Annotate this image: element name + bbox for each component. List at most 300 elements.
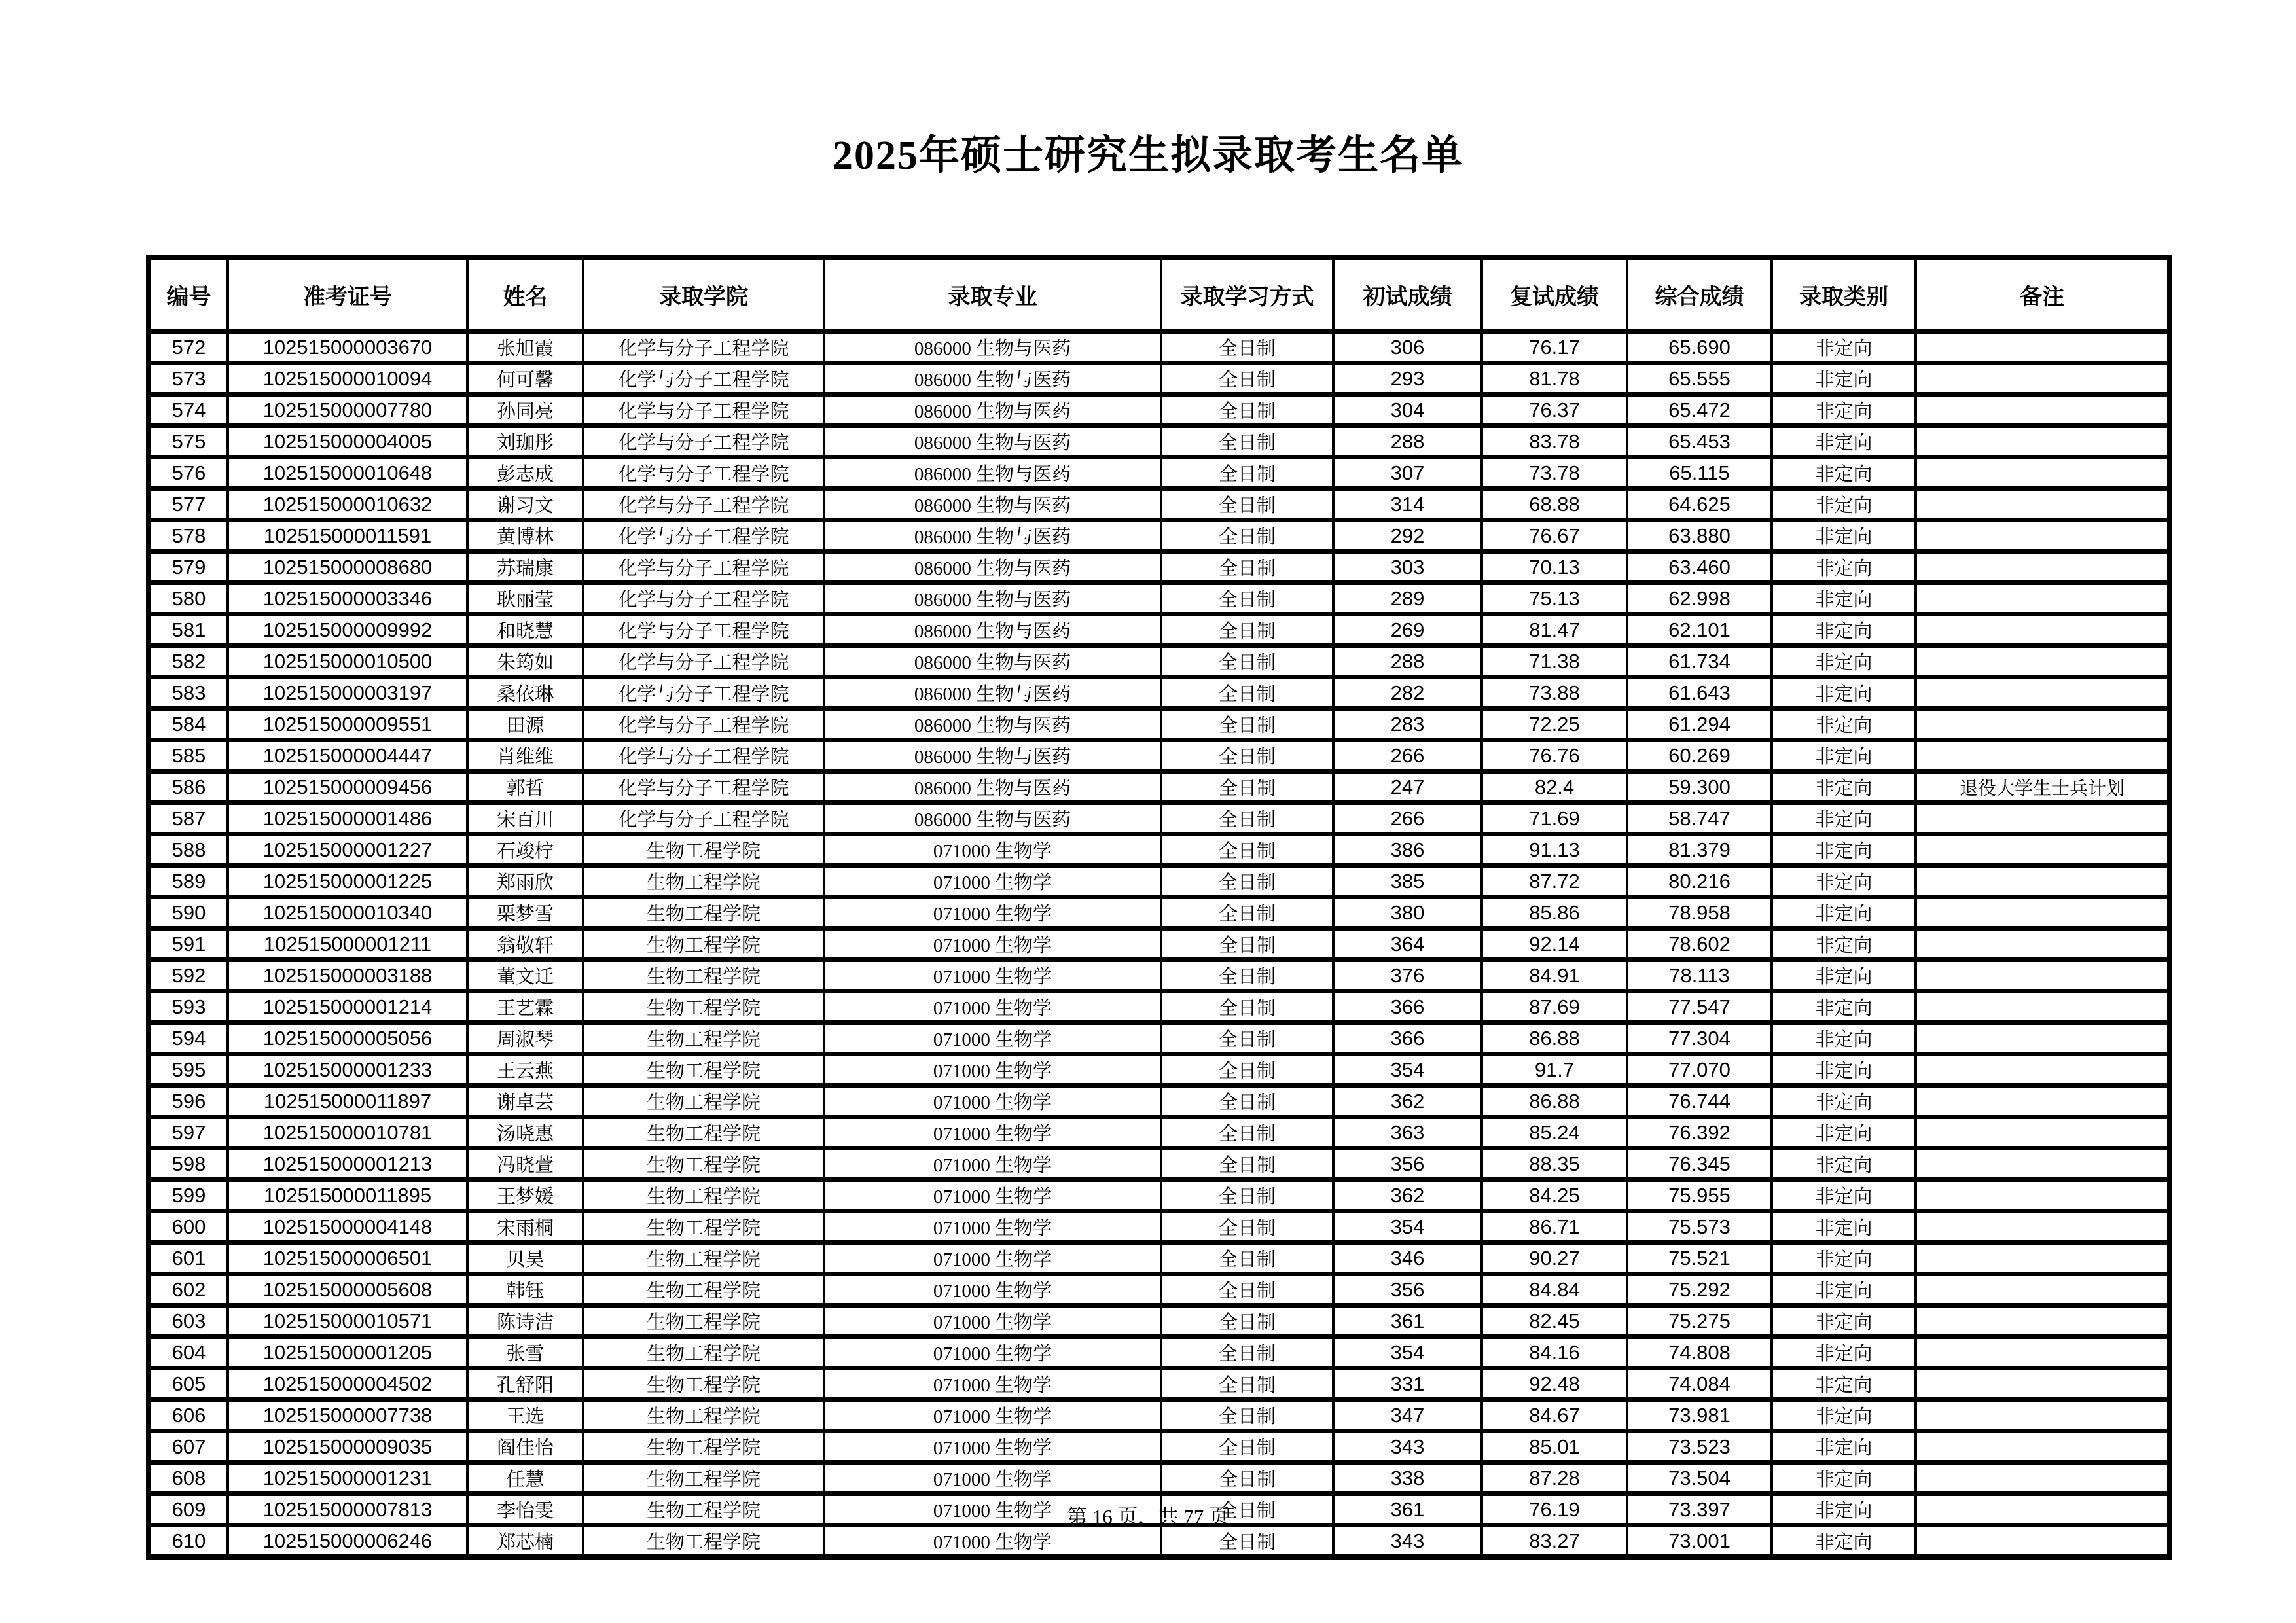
table-cell: 293 <box>1333 363 1482 395</box>
table-cell: 汤晓惠 <box>467 1117 583 1149</box>
table-cell: 郑芯楠 <box>467 1525 583 1558</box>
table-cell: 086000 生物与医药 <box>824 646 1161 677</box>
table-cell: 张旭霞 <box>467 331 583 363</box>
table-row <box>149 1054 2170 1086</box>
table-cell: 102515000011591 <box>228 520 467 552</box>
table-cell: 84.91 <box>1482 960 1627 991</box>
table-cell: 102515000008680 <box>228 552 467 583</box>
table-cell: 肖维维 <box>467 740 583 772</box>
table-cell <box>1916 552 2170 583</box>
table-cell: 非定向 <box>1772 363 1916 395</box>
table-cell: 592 <box>149 960 228 991</box>
table-cell: 郑雨欣 <box>467 866 583 897</box>
table-cell: 88.35 <box>1482 1149 1627 1180</box>
table-row <box>149 1023 2170 1054</box>
table-cell: 非定向 <box>1772 677 1916 709</box>
table-cell: 086000 生物与医药 <box>824 331 1161 363</box>
table-cell <box>1916 646 2170 677</box>
table-cell: 071000 生物学 <box>824 1337 1161 1368</box>
table-cell: 71.69 <box>1482 803 1627 834</box>
table-cell: 生物工程学院 <box>583 1431 824 1463</box>
table-cell: 283 <box>1333 709 1482 740</box>
table-cell: 非定向 <box>1772 1431 1916 1463</box>
table-row <box>149 331 2170 363</box>
table-cell: 76.17 <box>1482 331 1627 363</box>
table-cell: 非定向 <box>1772 1463 1916 1494</box>
table-cell: 102515000001231 <box>228 1463 467 1494</box>
table-cell: 刘珈彤 <box>467 426 583 457</box>
table-cell <box>1916 457 2170 489</box>
table-cell: 75.275 <box>1627 1306 1772 1337</box>
table-cell: 生物工程学院 <box>583 1274 824 1306</box>
table-cell <box>1916 583 2170 615</box>
table-cell: 全日制 <box>1161 552 1333 583</box>
table-cell: 生物工程学院 <box>583 1494 824 1525</box>
table-cell: 74.084 <box>1627 1368 1772 1400</box>
table-cell: 全日制 <box>1161 772 1333 803</box>
table-cell: 73.504 <box>1627 1463 1772 1494</box>
table-cell: 58.747 <box>1627 803 1772 834</box>
table-cell: 陈诗洁 <box>467 1306 583 1337</box>
table-cell: 92.48 <box>1482 1368 1627 1400</box>
table-row <box>149 772 2170 803</box>
table-cell: 栗梦雪 <box>467 897 583 929</box>
table-cell: 65.555 <box>1627 363 1772 395</box>
table-cell: 102515000010340 <box>228 897 467 929</box>
table-cell: 086000 生物与医药 <box>824 520 1161 552</box>
table-cell: 75.573 <box>1627 1211 1772 1243</box>
table-cell: 非定向 <box>1772 1086 1916 1117</box>
table-cell: 全日制 <box>1161 1274 1333 1306</box>
results-table <box>146 255 2172 1560</box>
table-cell: 阎佳怡 <box>467 1431 583 1463</box>
table-cell: 生物工程学院 <box>583 834 824 866</box>
table-cell: 全日制 <box>1161 646 1333 677</box>
table-row <box>149 552 2170 583</box>
table-cell: 何可馨 <box>467 363 583 395</box>
table-cell: 全日制 <box>1161 1086 1333 1117</box>
table-cell: 化学与分子工程学院 <box>583 709 824 740</box>
table-cell: 338 <box>1333 1463 1482 1494</box>
table-cell: 603 <box>149 1306 228 1337</box>
header-cell: 录取学院 <box>583 258 824 331</box>
table-cell: 306 <box>1333 331 1482 363</box>
table-cell: 生物工程学院 <box>583 960 824 991</box>
table-cell: 76.37 <box>1482 395 1627 426</box>
table-cell: 87.69 <box>1482 991 1627 1023</box>
table-cell: 60.269 <box>1627 740 1772 772</box>
table-cell <box>1916 1274 2170 1306</box>
table-cell: 102515000011897 <box>228 1086 467 1117</box>
table-cell: 76.345 <box>1627 1149 1772 1180</box>
table-cell: 非定向 <box>1772 646 1916 677</box>
table-cell: 全日制 <box>1161 1211 1333 1243</box>
table-cell: 87.72 <box>1482 866 1627 897</box>
table-cell: 全日制 <box>1161 709 1333 740</box>
table-cell: 化学与分子工程学院 <box>583 677 824 709</box>
table-cell: 王云燕 <box>467 1054 583 1086</box>
table-cell: 574 <box>149 395 228 426</box>
table-cell: 非定向 <box>1772 489 1916 520</box>
table-cell: 086000 生物与医药 <box>824 615 1161 646</box>
table-cell: 63.880 <box>1627 520 1772 552</box>
table-cell: 598 <box>149 1149 228 1180</box>
table-cell: 071000 生物学 <box>824 1054 1161 1086</box>
header-cell: 编号 <box>149 258 228 331</box>
table-cell: 102515000001211 <box>228 929 467 960</box>
table-cell: 086000 生物与医药 <box>824 363 1161 395</box>
header-cell: 姓名 <box>467 258 583 331</box>
table-cell: 63.460 <box>1627 552 1772 583</box>
table-cell: 73.88 <box>1482 677 1627 709</box>
table-cell: 73.981 <box>1627 1400 1772 1431</box>
table-cell <box>1916 331 2170 363</box>
table-cell: 80.216 <box>1627 866 1772 897</box>
table-cell: 102515000004005 <box>228 426 467 457</box>
table-cell: 非定向 <box>1772 583 1916 615</box>
table-cell: 生物工程学院 <box>583 1400 824 1431</box>
table-cell: 572 <box>149 331 228 363</box>
table-row <box>149 1086 2170 1117</box>
table-row <box>149 677 2170 709</box>
table-cell: 彭志成 <box>467 457 583 489</box>
table-cell: 81.379 <box>1627 834 1772 866</box>
table-cell: 全日制 <box>1161 489 1333 520</box>
table-cell: 071000 生物学 <box>824 929 1161 960</box>
table-cell: 82.4 <box>1482 772 1627 803</box>
table-row <box>149 960 2170 991</box>
table-cell: 75.955 <box>1627 1180 1772 1211</box>
table-row <box>149 520 2170 552</box>
table-cell: 全日制 <box>1161 897 1333 929</box>
table-cell: 全日制 <box>1161 740 1333 772</box>
table-cell: 84.16 <box>1482 1337 1627 1368</box>
table-cell <box>1916 1023 2170 1054</box>
table-cell: 581 <box>149 615 228 646</box>
table-cell: 102515000004502 <box>228 1368 467 1400</box>
table-cell: 102515000003346 <box>228 583 467 615</box>
table-cell: 非定向 <box>1772 552 1916 583</box>
table-cell: 化学与分子工程学院 <box>583 740 824 772</box>
table-cell: 全日制 <box>1161 1368 1333 1400</box>
table-cell: 071000 生物学 <box>824 1431 1161 1463</box>
table-cell: 84.84 <box>1482 1274 1627 1306</box>
table-cell <box>1916 1117 2170 1149</box>
table-cell: 607 <box>149 1431 228 1463</box>
table-cell: 生物工程学院 <box>583 866 824 897</box>
table-cell: 全日制 <box>1161 1337 1333 1368</box>
table-cell: 086000 生物与医药 <box>824 709 1161 740</box>
table-cell: 91.7 <box>1482 1054 1627 1086</box>
table-cell: 非定向 <box>1772 991 1916 1023</box>
table-cell: 非定向 <box>1772 929 1916 960</box>
table-cell: 非定向 <box>1772 1337 1916 1368</box>
table-cell: 247 <box>1333 772 1482 803</box>
header-cell: 备注 <box>1916 258 2170 331</box>
table-cell: 任慧 <box>467 1463 583 1494</box>
table-row <box>149 363 2170 395</box>
table-cell: 102515000006501 <box>228 1243 467 1274</box>
table-cell: 全日制 <box>1161 1180 1333 1211</box>
table-cell: 87.28 <box>1482 1463 1627 1494</box>
table-cell: 非定向 <box>1772 457 1916 489</box>
table-cell: 363 <box>1333 1117 1482 1149</box>
table-cell: 非定向 <box>1772 1274 1916 1306</box>
table-cell: 071000 生物学 <box>824 1086 1161 1117</box>
table-cell: 孙同亮 <box>467 395 583 426</box>
table-cell: 600 <box>149 1211 228 1243</box>
table-cell: 608 <box>149 1463 228 1494</box>
table-cell <box>1916 520 2170 552</box>
table-cell: 化学与分子工程学院 <box>583 331 824 363</box>
table-cell: 非定向 <box>1772 520 1916 552</box>
table-cell: 78.113 <box>1627 960 1772 991</box>
table-cell: 071000 生物学 <box>824 1211 1161 1243</box>
table-cell: 75.292 <box>1627 1274 1772 1306</box>
table-cell: 102515000001214 <box>228 991 467 1023</box>
table-cell: 62.998 <box>1627 583 1772 615</box>
table-cell: 非定向 <box>1772 1180 1916 1211</box>
table-cell: 086000 生物与医药 <box>824 740 1161 772</box>
table-row <box>149 489 2170 520</box>
table-cell: 84.67 <box>1482 1400 1627 1431</box>
table-cell: 耿丽莹 <box>467 583 583 615</box>
table-cell: 化学与分子工程学院 <box>583 457 824 489</box>
header-cell: 录取学习方式 <box>1161 258 1333 331</box>
table-row <box>149 897 2170 929</box>
table-row <box>149 646 2170 677</box>
table-cell: 全日制 <box>1161 866 1333 897</box>
page-title: 2025年硕士研究生拟录取考生名单 <box>832 134 1463 178</box>
table-cell: 75.13 <box>1482 583 1627 615</box>
table-row <box>149 395 2170 426</box>
table-cell: 73.523 <box>1627 1431 1772 1463</box>
table-cell: 全日制 <box>1161 1149 1333 1180</box>
table-cell: 376 <box>1333 960 1482 991</box>
table-cell <box>1916 615 2170 646</box>
table-cell: 谢习文 <box>467 489 583 520</box>
table-cell: 全日制 <box>1161 1494 1333 1525</box>
table-cell: 364 <box>1333 929 1482 960</box>
table-cell: 587 <box>149 803 228 834</box>
table-cell: 王艺霖 <box>467 991 583 1023</box>
table-cell <box>1916 677 2170 709</box>
table-cell: 生物工程学院 <box>583 1086 824 1117</box>
table-cell: 77.547 <box>1627 991 1772 1023</box>
table-cell: 全日制 <box>1161 520 1333 552</box>
table-cell: 102515000009992 <box>228 615 467 646</box>
table-cell: 生物工程学院 <box>583 991 824 1023</box>
table-cell: 65.453 <box>1627 426 1772 457</box>
table-cell: 354 <box>1333 1054 1482 1086</box>
table-cell: 化学与分子工程学院 <box>583 646 824 677</box>
table-cell: 086000 生物与医药 <box>824 489 1161 520</box>
table-cell: 81.47 <box>1482 615 1627 646</box>
table-cell: 102515000007738 <box>228 1400 467 1431</box>
table-cell: 380 <box>1333 897 1482 929</box>
table-cell: 全日制 <box>1161 1463 1333 1494</box>
table-cell: 597 <box>149 1117 228 1149</box>
table-cell: 288 <box>1333 646 1482 677</box>
table-cell: 非定向 <box>1772 1117 1916 1149</box>
table-cell: 非定向 <box>1772 960 1916 991</box>
table-cell: 朱筠如 <box>467 646 583 677</box>
table-row <box>149 803 2170 834</box>
table-cell: 582 <box>149 646 228 677</box>
table-row <box>149 740 2170 772</box>
table-cell: 354 <box>1333 1337 1482 1368</box>
table-cell: 354 <box>1333 1211 1482 1243</box>
table-cell: 76.76 <box>1482 740 1627 772</box>
table-row <box>149 615 2170 646</box>
table-cell: 102515000001486 <box>228 803 467 834</box>
table-cell: 610 <box>149 1525 228 1558</box>
table-cell: 102515000010781 <box>228 1117 467 1149</box>
table-cell: 580 <box>149 583 228 615</box>
table-row <box>149 929 2170 960</box>
table-cell: 生物工程学院 <box>583 1368 824 1400</box>
table-cell <box>1916 803 2170 834</box>
table-row <box>149 583 2170 615</box>
table-cell: 生物工程学院 <box>583 1023 824 1054</box>
table-cell: 102515000010500 <box>228 646 467 677</box>
table-cell: 90.27 <box>1482 1243 1627 1274</box>
table-cell: 田源 <box>467 709 583 740</box>
table-cell <box>1916 960 2170 991</box>
table-cell: 黄博林 <box>467 520 583 552</box>
table-cell: 非定向 <box>1772 834 1916 866</box>
table-cell <box>1916 1337 2170 1368</box>
table-cell: 605 <box>149 1368 228 1400</box>
table-cell: 303 <box>1333 552 1482 583</box>
table-cell: 81.78 <box>1482 363 1627 395</box>
table-cell: 102515000005056 <box>228 1023 467 1054</box>
table-cell: 102515000001205 <box>228 1337 467 1368</box>
table-cell: 非定向 <box>1772 1211 1916 1243</box>
table-cell: 72.25 <box>1482 709 1627 740</box>
table-cell: 331 <box>1333 1368 1482 1400</box>
table-cell: 266 <box>1333 740 1482 772</box>
table-row <box>149 709 2170 740</box>
table-cell: 609 <box>149 1494 228 1525</box>
table-cell: 602 <box>149 1274 228 1306</box>
table-cell: 102515000003670 <box>228 331 467 363</box>
table-cell: 非定向 <box>1772 395 1916 426</box>
table-row <box>149 866 2170 897</box>
table-cell: 董文迁 <box>467 960 583 991</box>
table-cell: 596 <box>149 1086 228 1117</box>
table-cell: 王选 <box>467 1400 583 1431</box>
table-cell: 071000 生物学 <box>824 1023 1161 1054</box>
table-cell: 非定向 <box>1772 709 1916 740</box>
table-cell <box>1916 1180 2170 1211</box>
table-cell: 73.001 <box>1627 1525 1772 1558</box>
table-cell: 化学与分子工程学院 <box>583 552 824 583</box>
admission-table-container <box>146 255 2167 1560</box>
table-cell: 73.397 <box>1627 1494 1772 1525</box>
table-cell <box>1916 1368 2170 1400</box>
table-cell <box>1916 740 2170 772</box>
table-cell: 非定向 <box>1772 426 1916 457</box>
table-cell <box>1916 834 2170 866</box>
table-cell <box>1916 1149 2170 1180</box>
table-cell: 086000 生物与医药 <box>824 395 1161 426</box>
table-cell: 86.88 <box>1482 1086 1627 1117</box>
table-cell: 585 <box>149 740 228 772</box>
table-cell: 102515000005608 <box>228 1274 467 1306</box>
table-cell: 573 <box>149 363 228 395</box>
table-cell: 086000 生物与医药 <box>824 677 1161 709</box>
table-cell: 266 <box>1333 803 1482 834</box>
table-header <box>149 258 2170 331</box>
table-cell: 102515000011895 <box>228 1180 467 1211</box>
table-cell: 576 <box>149 457 228 489</box>
table-cell: 362 <box>1333 1180 1482 1211</box>
table-cell: 74.808 <box>1627 1337 1772 1368</box>
table-cell <box>1916 1306 2170 1337</box>
table-cell: 288 <box>1333 426 1482 457</box>
table-cell: 102515000001233 <box>228 1054 467 1086</box>
table-cell: 361 <box>1333 1306 1482 1337</box>
table-cell: 85.86 <box>1482 897 1627 929</box>
table-cell: 071000 生物学 <box>824 1243 1161 1274</box>
table-cell: 595 <box>149 1054 228 1086</box>
table-cell: 071000 生物学 <box>824 991 1161 1023</box>
table-cell: 269 <box>1333 615 1482 646</box>
table-cell: 生物工程学院 <box>583 1211 824 1243</box>
table-cell: 307 <box>1333 457 1482 489</box>
table-cell: 071000 生物学 <box>824 1463 1161 1494</box>
table-cell: 75.521 <box>1627 1243 1772 1274</box>
table-cell: 102515000004447 <box>228 740 467 772</box>
table-row <box>149 1180 2170 1211</box>
table-cell: 282 <box>1333 677 1482 709</box>
table-cell: 全日制 <box>1161 1054 1333 1086</box>
table-cell: 575 <box>149 426 228 457</box>
table-cell: 366 <box>1333 1023 1482 1054</box>
table-cell <box>1916 929 2170 960</box>
table-cell: 化学与分子工程学院 <box>583 772 824 803</box>
table-cell: 非定向 <box>1772 615 1916 646</box>
table-row <box>149 1525 2170 1558</box>
table-cell: 生物工程学院 <box>583 929 824 960</box>
table-cell <box>1916 1054 2170 1086</box>
table-cell <box>1916 1086 2170 1117</box>
table-cell: 石竣柠 <box>467 834 583 866</box>
table-cell: 071000 生物学 <box>824 897 1161 929</box>
table-cell: 76.67 <box>1482 520 1627 552</box>
table-cell: 非定向 <box>1772 772 1916 803</box>
table-cell: 590 <box>149 897 228 929</box>
table-cell: 086000 生物与医药 <box>824 552 1161 583</box>
table-cell: 韩钰 <box>467 1274 583 1306</box>
table-cell: 全日制 <box>1161 991 1333 1023</box>
table-cell: 071000 生物学 <box>824 866 1161 897</box>
table-cell <box>1916 426 2170 457</box>
table-cell: 生物工程学院 <box>583 1463 824 1494</box>
table-cell: 578 <box>149 520 228 552</box>
table-cell: 78.602 <box>1627 929 1772 960</box>
table-cell: 非定向 <box>1772 1149 1916 1180</box>
table-cell: 102515000010571 <box>228 1306 467 1337</box>
table-cell: 343 <box>1333 1525 1482 1558</box>
table-cell: 589 <box>149 866 228 897</box>
table-cell: 退役大学生士兵计划 <box>1916 772 2170 803</box>
table-cell <box>1916 866 2170 897</box>
table-cell: 非定向 <box>1772 1400 1916 1431</box>
table-cell: 65.690 <box>1627 331 1772 363</box>
table-cell <box>1916 1463 2170 1494</box>
